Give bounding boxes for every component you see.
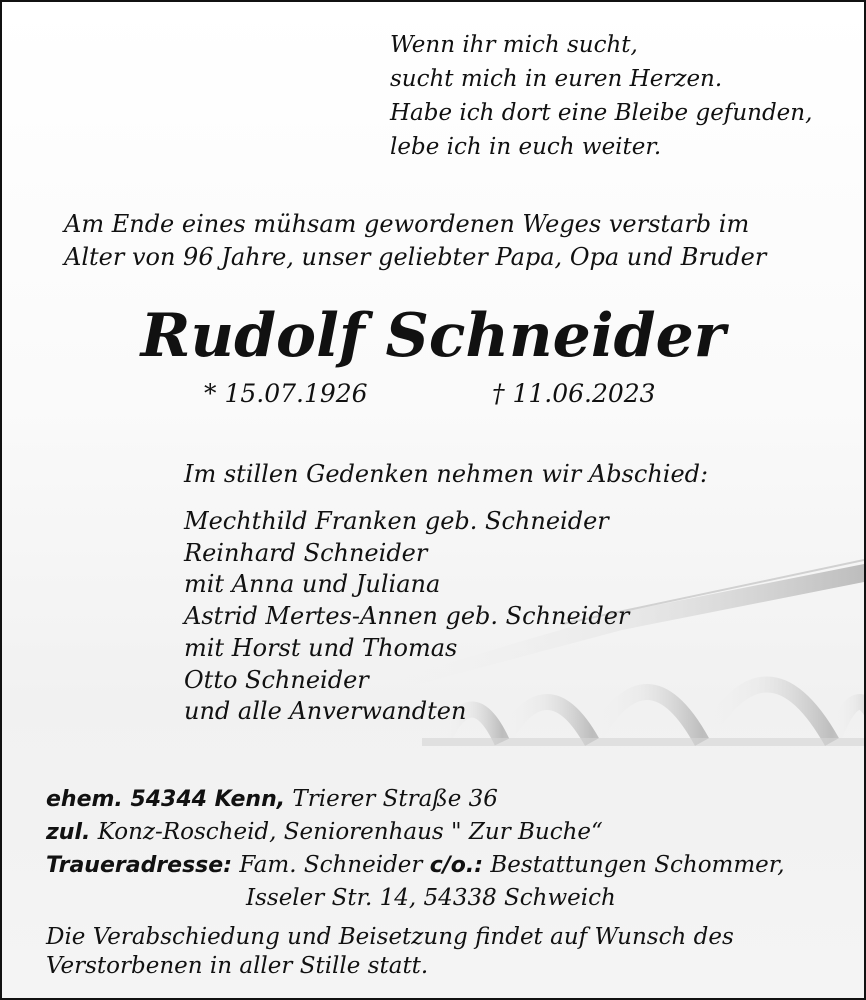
farewell-heading: Im stillen Gedenken nehmen wir Abschied: xyxy=(184,460,709,488)
last-address-label: zul. xyxy=(46,820,91,845)
mourner-item: mit Horst und Thomas xyxy=(184,633,458,662)
last-address xyxy=(46,816,785,849)
mourner-item: Otto Schneider xyxy=(184,665,369,694)
mourning-address-label: Traueradresse: xyxy=(46,853,232,878)
poem-line: Wenn ihr mich sucht, xyxy=(390,32,638,58)
death-date: † 11.06.2023 xyxy=(492,379,656,408)
poem-line: lebe ich in euch weiter. xyxy=(390,134,662,160)
poem-line: Habe ich dort eine Bleibe gefunden, xyxy=(390,100,813,126)
mourner-item: Mechthild Franken geb. Schneider xyxy=(184,507,609,535)
former-address-value: Trierer Straße 36 xyxy=(292,786,498,812)
mourner-item: Astrid Mertes-Annen geb. Schneider xyxy=(184,602,630,631)
poem-line: sucht mich in euren Herzen. xyxy=(390,66,723,92)
intro-line: Am Ende eines mühsam gewordenen Weges verstarb im xyxy=(64,210,750,238)
deceased-name: Rudolf Schneider xyxy=(140,301,726,371)
mourner-item: und alle Anverwandten xyxy=(184,697,467,726)
former-address xyxy=(46,783,785,816)
mourner-item: Reinhard Schneider xyxy=(184,538,428,567)
care-of-label: c/o.: xyxy=(429,853,484,878)
mourner-item: mit Anna und Juliana xyxy=(184,570,441,599)
former-address-label: ehem. 54344 Kenn, xyxy=(46,787,286,812)
address-block xyxy=(46,783,785,914)
mourning-address-street: Isseler Str. 14, 54338 Schweich xyxy=(246,885,616,911)
intro-text xyxy=(64,208,766,274)
birth-date: * 15.07.1926 xyxy=(204,379,368,408)
intro-line: Alter von 96 Jahre, unser geliebter Papa, Opa und Bruder xyxy=(64,243,767,271)
poem xyxy=(390,28,812,164)
mourners-list xyxy=(184,506,629,728)
mourning-address xyxy=(46,849,785,882)
closing-line: Die Verabschiedung und Beisetzung findet auf Wunsch des xyxy=(46,924,734,950)
closing-line: Verstorbenen in aller Stille statt. xyxy=(46,953,429,979)
mourning-address-funeral-home: Bestattungen Schommer, xyxy=(490,852,785,878)
closing-text xyxy=(46,923,734,981)
mourning-address-family: Fam. Schneider xyxy=(239,852,423,878)
last-address-value: Konz-Roscheid, Seniorenhaus " Zur Buche“ xyxy=(97,819,603,845)
